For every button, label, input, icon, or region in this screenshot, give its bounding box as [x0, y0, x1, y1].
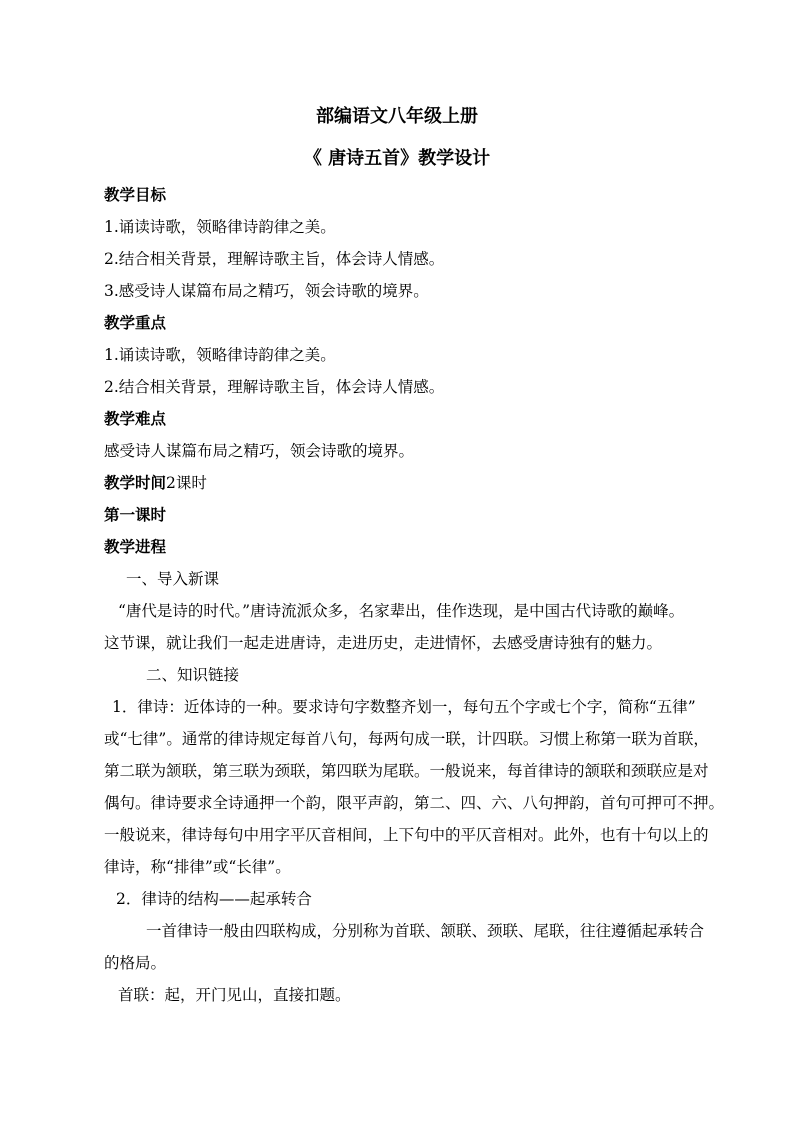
section2-heading: 二、知识链接: [146, 666, 240, 684]
section2-item1-line-5: 一般说来，律诗每句中用字平仄音相间，上下句中的平仄音相对。此外，也有十句以上的: [104, 826, 709, 844]
goal-item-3: 3.感受诗人谋篇布局之精巧，领会诗歌的境界。: [104, 282, 429, 300]
process-heading: 教学进程: [104, 537, 167, 556]
key-points-heading: 教学重点: [104, 313, 167, 332]
section2-item2-line-3: 首联：起，开门见山，直接扣题。: [118, 986, 351, 1004]
teaching-time: [104, 472, 734, 494]
section2-item1-line-1: 1．律诗：近体诗的一种。要求诗句字数整齐划一，每句五个字或七个字，简称“五律”: [112, 698, 696, 716]
teaching-time-label: 教学时间: [104, 473, 167, 492]
document-title: 部编语文八年级上册: [316, 106, 478, 127]
section2-item2-line-1: 一首律诗一般由四联构成，分别称为首联、颔联、颈联、尾联，往往遵循起承转合: [146, 922, 705, 940]
section2-item1-line-2: 或“七律”。通常的律诗规定每首八句，每两句成一联，计四联。习惯上称第一联为首联，: [104, 730, 709, 748]
difficulties-heading: 教学难点: [104, 409, 167, 428]
period-heading: 第一课时: [104, 505, 167, 524]
difficulty-item-1: 感受诗人谋篇布局之精巧，领会诗歌的境界。: [104, 442, 415, 460]
goal-item-2: 2.结合相关背景，理解诗歌主旨，体会诗人情感。: [104, 250, 445, 268]
goal-item-1: 1.诵读诗歌，领略律诗韵律之美。: [104, 218, 336, 236]
document-subtitle: 《 唐诗五首》教学设计: [303, 148, 491, 169]
section2-item1-line-4: 偶句。律诗要求全诗通押一个韵，限平声韵，第二、四、六、八句押韵，首句可押可不押。: [104, 794, 725, 812]
key-point-item-1: 1.诵读诗歌，领略律诗韵律之美。: [104, 346, 336, 364]
section1-line-1: “唐代是诗的时代。”唐诗流派众多，名家辈出，佳作迭现，是中国古代诗歌的巅峰。: [118, 602, 685, 620]
teaching-time-value: 2课时: [166, 474, 207, 492]
section1-heading: 一、导入新课: [126, 570, 220, 588]
goals-heading: 教学目标: [104, 185, 167, 204]
section2-item2-heading: 2．律诗的结构——起承转合: [116, 890, 312, 908]
section1-line-2: 这节课，就让我们一起走进唐诗，走进历史，走进情怀，去感受唐诗独有的魅力。: [104, 634, 663, 652]
section2-item1-line-3: 第二联为颔联，第三联为颈联，第四联为尾联。一般说来，每首律诗的颔联和颈联应是对: [104, 762, 709, 780]
key-point-item-2: 2.结合相关背景，理解诗歌主旨，体会诗人情感。: [104, 378, 445, 396]
section2-item2-line-2: 的格局。: [104, 954, 167, 972]
section2-item1-line-6: 律诗，称“排律”或“长律”。: [104, 858, 291, 876]
